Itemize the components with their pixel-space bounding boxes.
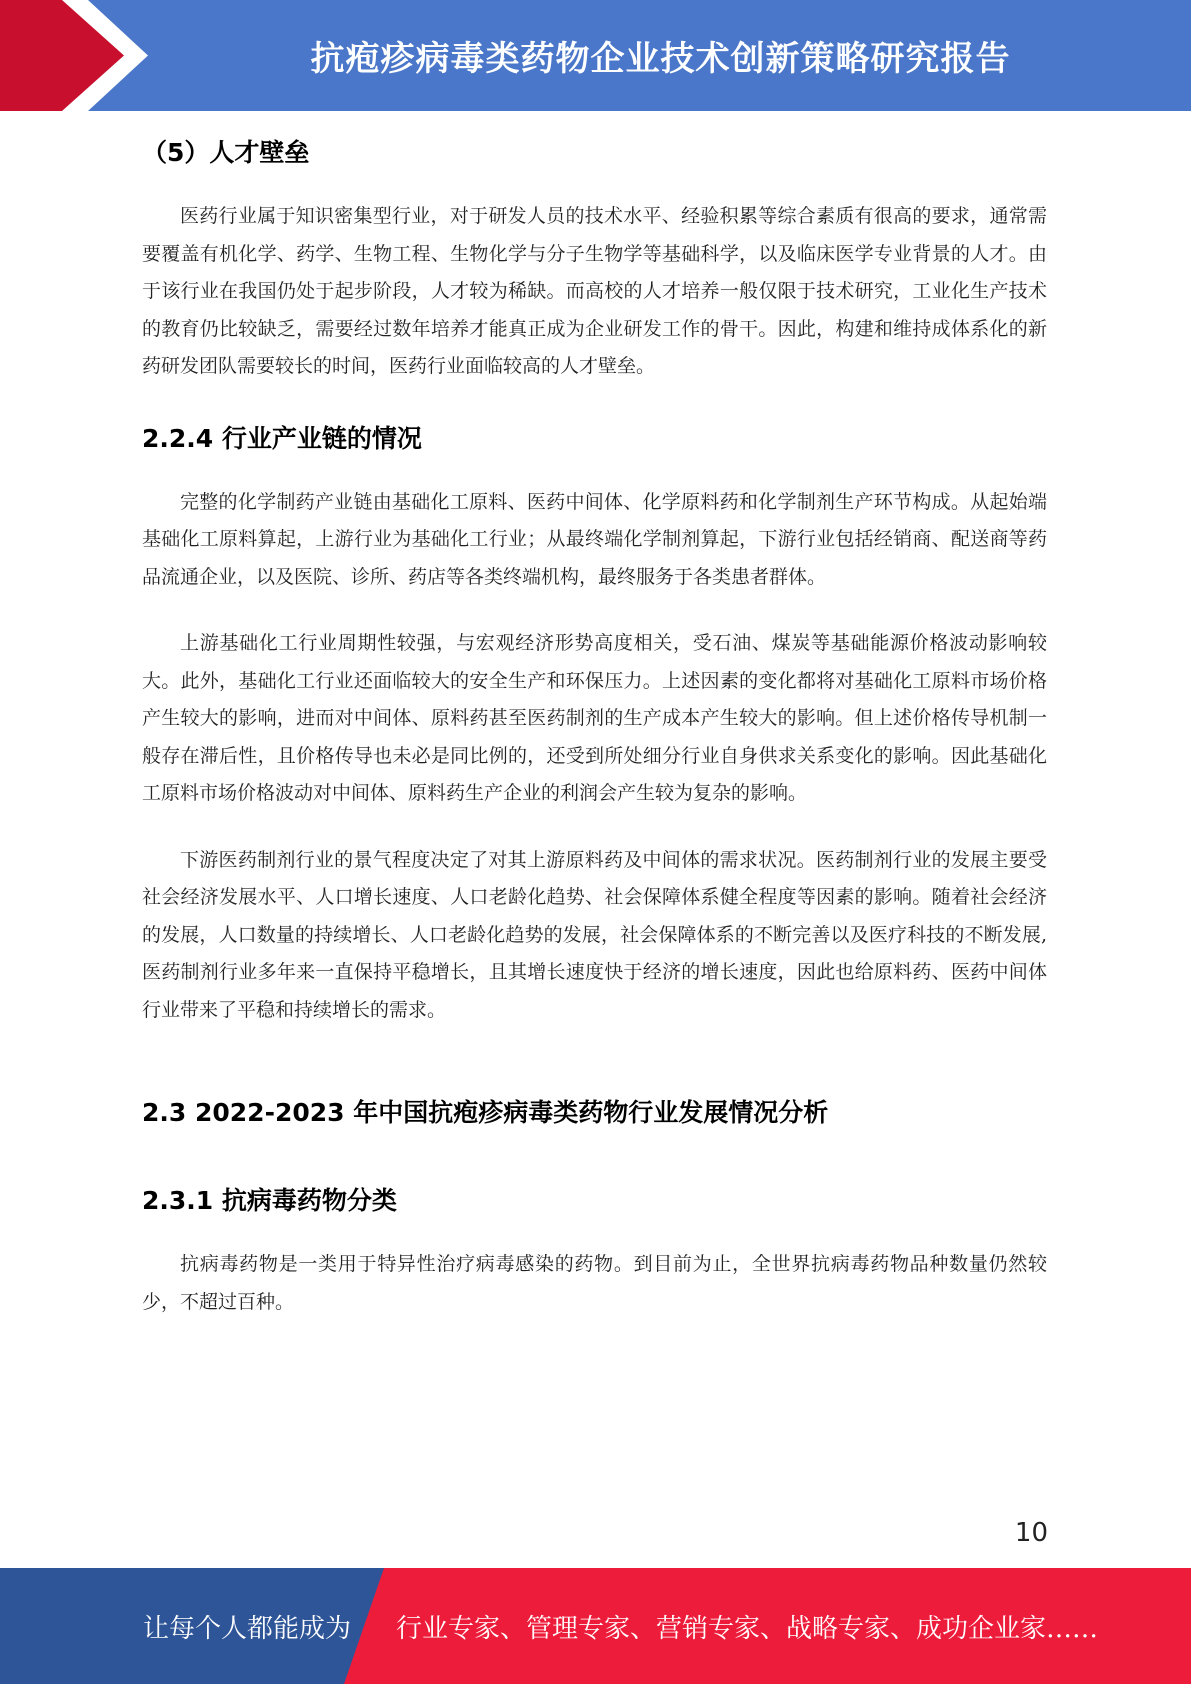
page-footer [0,1568,1191,1684]
page-number: 10 [1014,1518,1048,1548]
heading-talent-barrier: （5）人才壁垒 [142,138,310,167]
footer-slogan-right: 行业专家、管理专家、营销专家、战略专家、成功企业家…… [396,1613,1099,1644]
paragraph-chain-2: 上游基础化工行业周期性较强，与宏观经济形势高度相关，受石油、煤炭等基础能源价格波动影响较大。此外，基础化工行业还面临较大的安全生产和环保压力。上述因素的变化都将对基础化工原料市场价格产生较大的影响，进而对中间体、原料药甚至医药制剂的生产成本产生较大的影响。但上述价格传导机制一般存在滞后性，且价格传导也未必是同比例的，还受到所处细分行业自身供求关系变化的影响。因此基础化工原料市场价格波动对中间体、原料药生产企业的利润会产生较为复杂的影响。 [142,632,1047,804]
paragraph-classify-1: 抗病毒药物是一类用于特异性治疗病毒感染的药物。到目前为止，全世界抗病毒药物品种数量仍然较少，不超过百种。 [142,1253,1047,1313]
header-chevron-icon [0,0,160,111]
heading-industry-analysis: 2.3 2022-2023 年中国抗疱疹病毒类药物行业发展情况分析 [142,1098,829,1127]
footer-slogan-left: 让每个人都能成为 [143,1613,352,1644]
heading-antiviral-classification: 2.3.1 抗病毒药物分类 [142,1186,397,1215]
paragraph-chain-3: 下游医药制剂行业的景气程度决定了对其上游原料药及中间体的需求状况。医药制剂行业的发展主要受社会经济发展水平、人口增长速度、人口老龄化趋势、社会保障体系健全程度等因素的影响。随着社会经济的发展，人口数量的持续增长、人口老龄化趋势的发展，社会保障体系的不断完善以及医疗科技的不断发展,医药制剂行业多年来一直保持平稳增长，且其增长速度快于经济的增长速度，因此也给原料药、医药中间体行业带来了平稳和持续增长的需求。 [142,848,1047,1021]
page-header [0,0,1191,111]
paragraph-talent-1: 医药行业属于知识密集型行业，对于研发人员的技术水平、经验积累等综合素质有很高的要求，通常需要覆盖有机化学、药学、生物工程、生物化学与分子生物学等基础科学，以及临床医学专业背景的人才。由于该行业在我国仍处于起步阶段，人才较为稀缺。而高校的人才培养一般仅限于技术研究，工业化生产技术的教育仍比较缺乏，需要经过数年培养才能真正成为企业研发工作的骨干。因此，构建和维持成体系化的新药研发团队需要较长的时间，医药行业面临较高的人才壁垒。 [142,205,1047,377]
heading-industry-chain: 2.2.4 行业产业链的情况 [142,423,422,453]
report-title: 抗疱疹病毒类药物企业技术创新策略研究报告 [310,39,1011,79]
paragraph-chain-1: 完整的化学制药产业链由基础化工原料、医药中间体、化学原料药和化学制剂生产环节构成。从起始端基础化工原料算起，上游行业为基础化工行业；从最终端化学制剂算起，下游行业包括经销商、配送商等药品流通企业，以及医院、诊所、药店等各类终端机构，最终服务于各类患者群体。 [142,490,1047,588]
document-body [142,120,1047,1321]
